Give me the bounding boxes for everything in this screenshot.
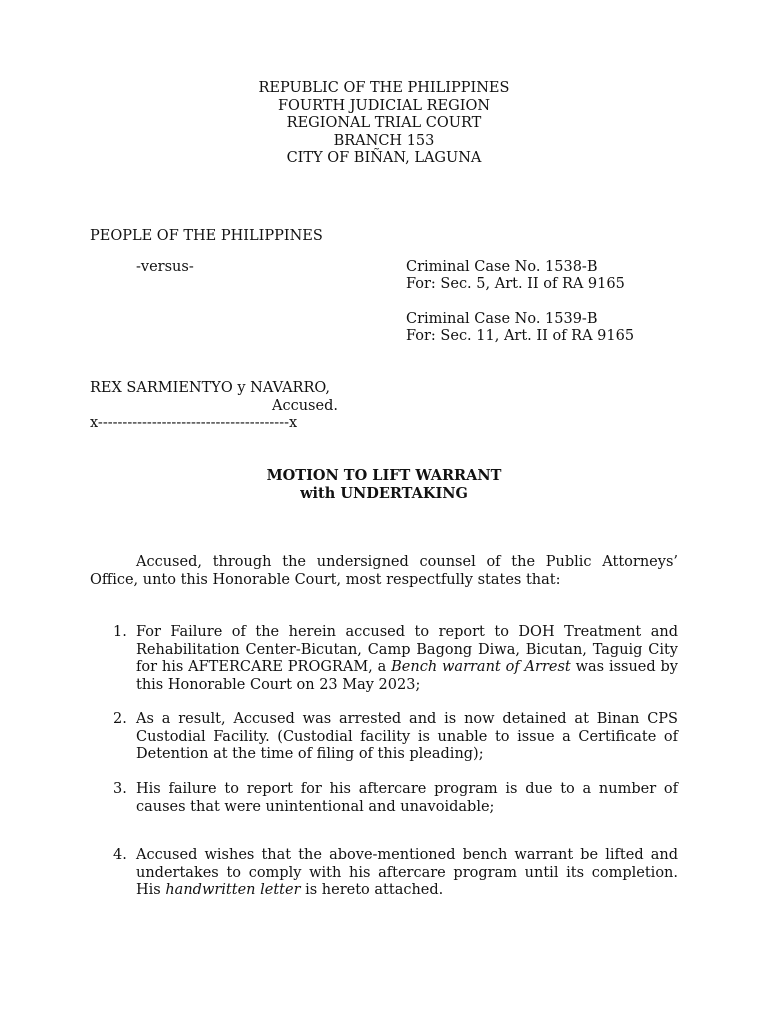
list-item-number: 1. xyxy=(113,624,127,640)
accused-label: Accused. xyxy=(272,398,338,414)
list-item-text: For Failure of the herein accused to report to DOH Treatment and Rehabilitation Center-Bicutan, Camp Bagong Diwa, Bicutan, Taguig City for his AFTERCARE PROGRAM, a Bench warrant of Arrest was issued by this Honorable Court on 23 May 2023; xyxy=(136,624,678,693)
list-item-text: His failure to report for his aftercare program is due to a number of causes that were unintentional and unavoidable; xyxy=(136,781,678,815)
header-line-branch: BRANCH 153 xyxy=(333,132,435,149)
plaintiff-name: PEOPLE OF THE PHILIPPINES xyxy=(90,228,323,244)
court-header xyxy=(0,80,768,168)
header-line-republic: REPUBLIC OF THE PHILIPPINES xyxy=(258,80,510,96)
list-item xyxy=(113,847,678,900)
list-item-number: 3. xyxy=(113,781,127,797)
header-line-court: REGIONAL TRIAL COURT xyxy=(286,115,482,131)
list-item-text: As a result, Accused was arrested and is now detained at Binan CPS Custodial Facility. (Custodial facility is unable to issue a Certificate of Detention at the time of filing of this pleading); xyxy=(136,711,678,762)
intro-paragraph: Accused, through the undersigned counsel of the Public Attorneys’ Office, unto this Honorable Court, most respectfully states that: xyxy=(90,554,678,588)
document-subtitle: with UNDERTAKING xyxy=(300,485,468,502)
accused-name: REX SARMIENTYO y NAVARRO, xyxy=(90,380,331,396)
list-item-text: Accused wishes that the above-mentioned bench warrant be lifted and undertakes to comply with his aftercare program until its completion. His handwritten letter is hereto attached. xyxy=(136,847,678,898)
caption-separator: x---------------------------------------x xyxy=(90,415,298,431)
list-item xyxy=(113,624,678,694)
document-title: MOTION TO LIFT WARRANT xyxy=(266,467,502,484)
list-item xyxy=(113,711,678,764)
case-offense-2: For: Sec. 11, Art. II of RA 9165 xyxy=(406,328,635,344)
header-line-city: CITY OF BIÑAN, LAGUNA xyxy=(286,150,482,166)
case-number-1: Criminal Case No. 1538-B xyxy=(406,259,598,275)
list-item xyxy=(113,781,678,816)
emphasis-text: handwritten letter xyxy=(165,882,301,898)
list-item-number: 4. xyxy=(113,847,127,863)
list-item-number: 2. xyxy=(113,711,127,727)
case-number-2: Criminal Case No. 1539-B xyxy=(406,311,598,327)
case-offense-1: For: Sec. 5, Art. II of RA 9165 xyxy=(406,276,625,292)
emphasis-text: Bench warrant of Arrest xyxy=(391,659,571,675)
versus-label: -versus- xyxy=(136,259,194,275)
header-line-region: FOURTH JUDICIAL REGION xyxy=(277,97,491,114)
